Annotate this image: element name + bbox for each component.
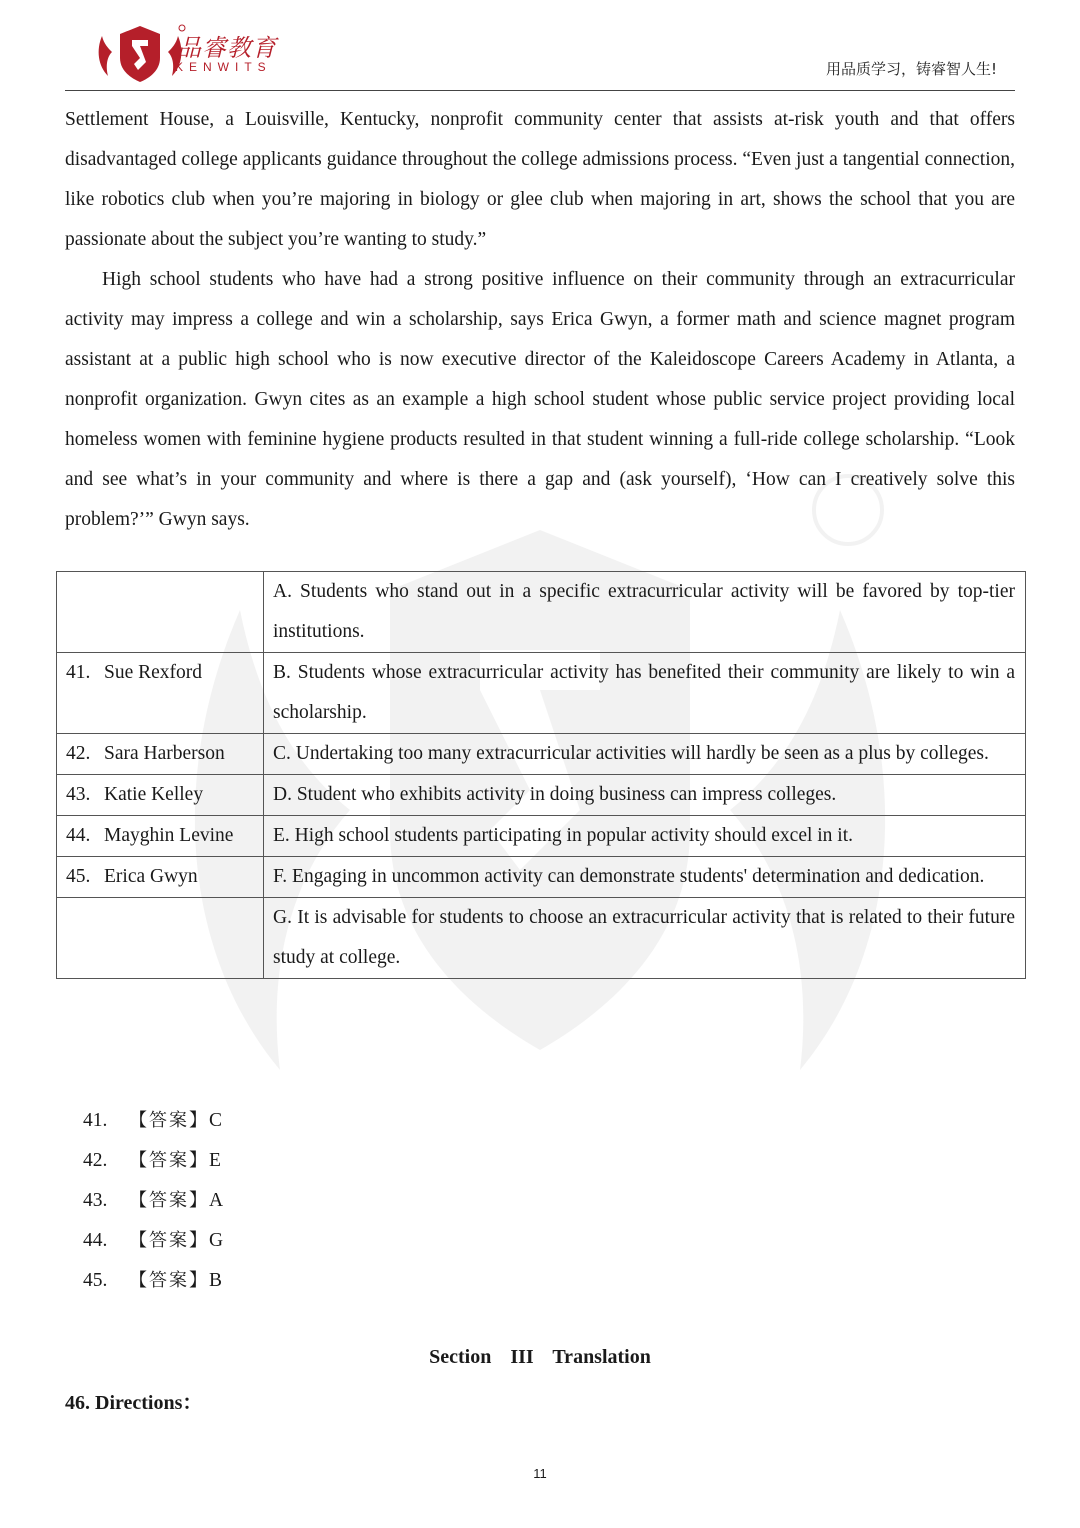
- table-row: [57, 775, 1026, 816]
- header-divider: [65, 90, 1015, 91]
- option-cell: D. Student who exhibits activity in doing business can impress colleges.: [264, 775, 1026, 816]
- option-cell: A. Students who stand out in a specific extracurricular activity will be favored by top-tier institutions.: [264, 572, 1026, 653]
- name-cell: [57, 898, 264, 979]
- table-row: [57, 898, 1026, 979]
- header-slogan: 用品质学习，铸睿智人生!: [825, 60, 997, 78]
- directions-heading: 46. Directions：: [65, 1392, 203, 1414]
- name-cell: 43. Katie Kelley: [57, 775, 264, 816]
- name-cell: 42. Sara Harberson: [57, 734, 264, 775]
- table-row: [57, 734, 1026, 775]
- option-cell: F. Engaging in uncommon activity can demonstrate students' determination and dedication.: [264, 857, 1026, 898]
- paragraph-1: Settlement House, a Louisville, Kentucky, nonprofit community center that assists at-risk youth and that offers disadvantaged college applicants guidance throughout the college admissions process. “Even just a tangential connection, like robotics club when you’re majoring in biology or glee club when majoring in art, shows the school that you are passionate about the subject you’re wanting to study.”: [65, 109, 1015, 250]
- table-row: [57, 857, 1026, 898]
- matching-table: [56, 571, 1026, 979]
- table-row: [57, 653, 1026, 734]
- answer-item: 43. 【答案】 A: [83, 1190, 224, 1211]
- name-cell: 41. Sue Rexford: [57, 653, 264, 734]
- logo-english-text: KENWITS: [175, 60, 272, 74]
- option-cell: G. It is advisable for students to choose an extracurricular activity that is related to their future study at college.: [264, 898, 1026, 979]
- name-cell: [57, 572, 264, 653]
- section-title: Section III Translation: [429, 1346, 651, 1368]
- paragraph-2: High school students who have had a strong positive influence on their community through an extracurricular activity may impress a college and win a scholarship, says Erica Gwyn, a former math and science magnet program assistant at a public high school who is now executive director of the Kaleidoscope Careers Academy in Atlanta, a nonprofit organization. Gwyn cites as an example a high school student whose public service project providing local homeless women with feminine hygiene products resulted in that student winning a full-ride college scholarship. “Look and see what’s in your community and where is there a gap and (ask yourself), ‘How can I creatively solve this problem?’” Gwyn says.: [65, 269, 1015, 530]
- answer-item: 45. 【答案】 B: [83, 1270, 223, 1291]
- logo-chinese-text: 品睿教育: [177, 34, 277, 62]
- answer-list: [83, 1101, 223, 1301]
- option-cell: E. High school students participating in popular activity should excel in it.: [264, 816, 1026, 857]
- page-number: 11: [533, 1466, 547, 1481]
- table-row: [57, 572, 1026, 653]
- passage-text: [65, 100, 1015, 540]
- answer-item: 44. 【答案】 G: [83, 1230, 224, 1251]
- answer-item: 42. 【答案】 E: [83, 1150, 221, 1171]
- table-row: [57, 816, 1026, 857]
- answer-item: 41. 【答案】 C: [83, 1110, 223, 1131]
- option-cell: C. Undertaking too many extracurricular activities will hardly be seen as a plus by colleges.: [264, 734, 1026, 775]
- name-cell: 44. Mayghin Levine: [57, 816, 264, 857]
- option-cell: B. Students whose extracurricular activity has benefited their community are likely to win a scholarship.: [264, 653, 1026, 734]
- page-header: [65, 14, 1015, 90]
- name-cell: 45. Erica Gwyn: [57, 857, 264, 898]
